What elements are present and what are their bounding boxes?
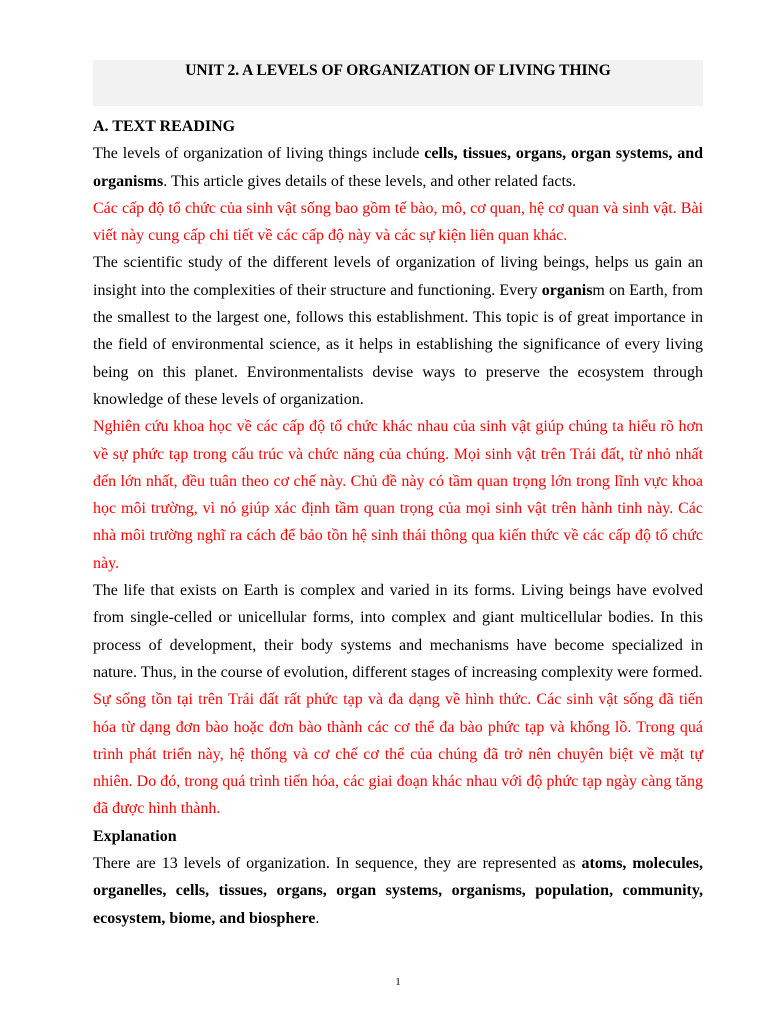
- paragraph-1-text-start: The levels of organization of living things include: [93, 145, 425, 163]
- paragraph-2: [93, 249, 703, 413]
- paragraph-2-text-start: The scientific study of the different levels of organization of living beings, helps us gain an insight into the complexities of their structure and functioning. Every: [93, 254, 703, 299]
- paragraph-4: [93, 850, 703, 932]
- paragraph-1: [93, 140, 703, 195]
- page-number: 1: [395, 976, 401, 988]
- paragraph-3-translation: Sự sống tồn tại trên Trái đất rất phức tạp và đa dạng về hình thức. Các sinh vật sống đã tiến hóa từ dạng đơn bào hoặc đơn bào thành các cơ thể đa bào phức tạp và khổng lồ. Trong quá trình phát triển này, hệ thống và cơ chế cơ thể của chúng đã trở nên chuyên biệt về mặt tự nhiên. Do đó, trong quá trình tiến hóa, các giai đoạn khác nhau với độ phức tạp ngày càng tăng đã được hình thành.: [93, 691, 703, 818]
- paragraph-1-translation: Các cấp độ tổ chức của sinh vật sống bao gồm tế bào, mô, cơ quan, hệ cơ quan và sinh vật. Bài viết này cung cấp chi tiết về các cấp độ này và các sự kiện liên quan khác.: [93, 199, 703, 245]
- paragraph-1-text-end: . This article gives details of these levels, and other related facts.: [163, 172, 577, 190]
- section-a-heading: A. TEXT READING: [93, 118, 236, 135]
- paragraph-4-bold-levels: atoms, molecules, organelles, cells, tissues, organs, organ systems, organisms, population, community, ecosystem, biome, and biosphere: [93, 855, 704, 927]
- paragraph-2-translation: Nghiên cứu khoa học về các cấp độ tổ chức khác nhau của sinh vật giúp chúng ta hiểu rõ hơn về sự phức tạp trong cấu trúc và chức năng của chúng. Mọi sinh vật trên Trái đất, từ nhỏ nhất đến lớn nhất, đều tuân theo cơ chế này. Chủ đề này có tầm quan trọng lớn trong lĩnh vực khoa học môi trường, vì nó giúp xác định tầm quan trọng của mọi sinh vật trên hành tinh này. Các nhà môi trường nghĩ ra cách để bảo tồn hệ sinh thái thông qua kiến thức về các cấp độ tổ chức này.: [93, 418, 703, 572]
- paragraph-3: The life that exists on Earth is complex and varied in its forms. Living beings have evolved from single-celled or unicellular forms, into complex and giant multicellular bodies. In this process of development, their body systems and mechanisms have become specialized in nature. Thus, in the course of evolution, different stages of increasing complexity were formed.: [93, 582, 703, 681]
- paragraph-1-bold-terms: cells, tissues, organs, organ systems, and organisms: [93, 145, 704, 190]
- paragraph-4-text-end: .: [315, 909, 320, 927]
- paragraph-2-bold-term: organis: [541, 281, 593, 299]
- document-body: [93, 113, 703, 932]
- document-title: UNIT 2. A LEVELS OF ORGANIZATION OF LIVING THING: [185, 62, 611, 79]
- paragraph-2-text-end: m on Earth, from the smallest to the largest one, follows this establishment. This topic is of great importance in the field of environmental science, as it helps in establishing the significance of every living being on this planet. Environmentalists devise ways to preserve the ecosystem through knowledge of these levels of organization.: [93, 281, 704, 408]
- paragraph-4-text-start: There are 13 levels of organization. In sequence, they are represented as: [93, 855, 582, 873]
- explanation-heading: Explanation: [93, 827, 177, 845]
